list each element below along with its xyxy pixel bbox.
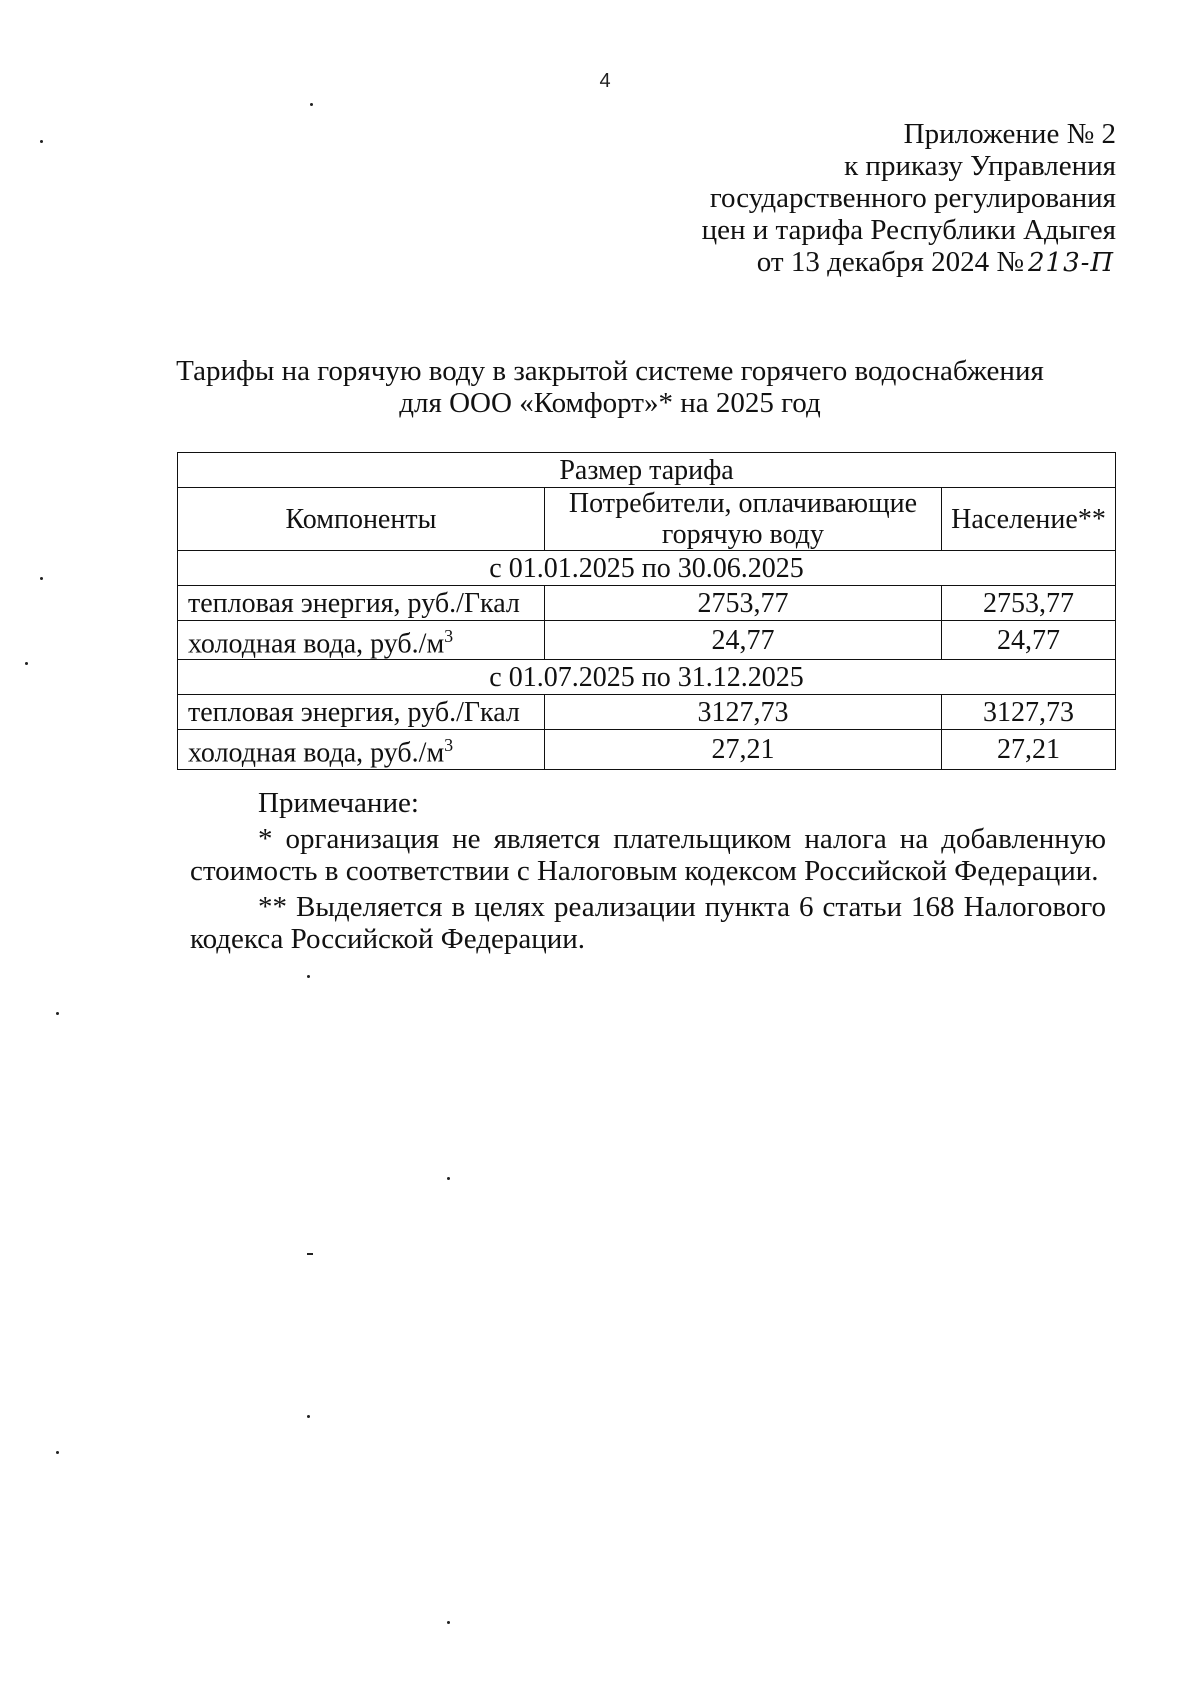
document-title <box>150 355 1070 419</box>
authority-line-1: государственного регулирования <box>709 182 1116 214</box>
population-value: 2753,77 <box>942 586 1116 621</box>
table-row <box>178 695 1116 730</box>
note-1-line-2: стоимость в соответствии с Налоговым кодексом Российской Федерации. <box>190 855 1099 887</box>
consumers-value: 3127,73 <box>544 695 941 730</box>
scan-speck <box>56 1012 59 1015</box>
scan-speck <box>307 975 310 978</box>
period-row <box>178 660 1116 695</box>
period-label: с 01.07.2025 по 31.12.2025 <box>178 660 1116 695</box>
header-consumers: Потребители, оплачивающие горячую воду <box>544 488 941 551</box>
order-reference-line: к приказу Управления <box>844 150 1116 182</box>
header-components: Компоненты <box>178 488 545 551</box>
population-value: 3127,73 <box>942 695 1116 730</box>
scan-speck <box>447 1177 450 1180</box>
order-date-line <box>702 246 1116 279</box>
table-header-row <box>178 488 1116 551</box>
table-row <box>178 621 1116 660</box>
component-cell <box>178 730 545 769</box>
scan-speck <box>307 1415 310 1418</box>
note-2-line-2: кодекса Российской Федерации. <box>190 923 585 955</box>
consumers-value: 2753,77 <box>544 586 941 621</box>
unit-superscript: 3 <box>444 626 454 646</box>
unit-superscript: 3 <box>444 735 454 756</box>
component-cell: тепловая энергия, руб./Гкал <box>178 695 545 730</box>
header-population: Население** <box>942 488 1116 551</box>
consumers-value: 24,77 <box>544 621 941 660</box>
component-text: холодная вода, руб./м <box>188 737 445 769</box>
title-line-1: Тарифы на горячую воду в закрытой системе горячего водоснабжения <box>176 355 1044 387</box>
table-row <box>178 586 1116 621</box>
scan-speck <box>40 577 43 580</box>
scan-speck <box>56 1451 59 1454</box>
population-value: 27,21 <box>942 730 1116 769</box>
scan-speck <box>447 1621 450 1624</box>
component-cell: тепловая энергия, руб./Гкал <box>178 586 545 621</box>
component-text: холодная вода, руб./м <box>188 628 445 660</box>
authority-line-2: цен и тарифа Республики Адыгея <box>701 214 1116 246</box>
page-number: 4 <box>599 70 611 92</box>
title-line-2: для ООО «Комфорт»* на 2025 год <box>399 387 821 419</box>
population-value: 24,77 <box>942 621 1116 660</box>
notes-section <box>190 787 1106 955</box>
tariff-table <box>177 452 1116 770</box>
period-row <box>178 551 1116 586</box>
notes-heading: Примечание: <box>258 787 419 819</box>
order-date-text: от 13 декабря 2024 № <box>756 246 1024 278</box>
consumers-value: 27,21 <box>544 730 941 769</box>
period-label: с 01.01.2025 по 30.06.2025 <box>178 551 1116 586</box>
note-2-line-1: ** Выделяется в целях реализации пункта 6 статьи 168 Налогового <box>258 891 1106 923</box>
table-row <box>178 730 1116 769</box>
scan-speck <box>40 140 43 143</box>
appendix-header <box>702 118 1116 279</box>
note-1-line-1: * организация не является плательщиком налога на добавленную <box>258 823 1106 855</box>
scan-speck <box>25 662 28 665</box>
component-cell <box>178 621 545 660</box>
scan-speck <box>310 103 313 106</box>
appendix-title: Приложение № 2 <box>903 118 1116 150</box>
order-number-handwritten: 213-П <box>1028 248 1115 278</box>
table-header-row-top <box>178 453 1116 488</box>
header-tariff-size: Размер тарифа <box>178 453 1116 488</box>
scan-speck <box>307 1253 313 1255</box>
